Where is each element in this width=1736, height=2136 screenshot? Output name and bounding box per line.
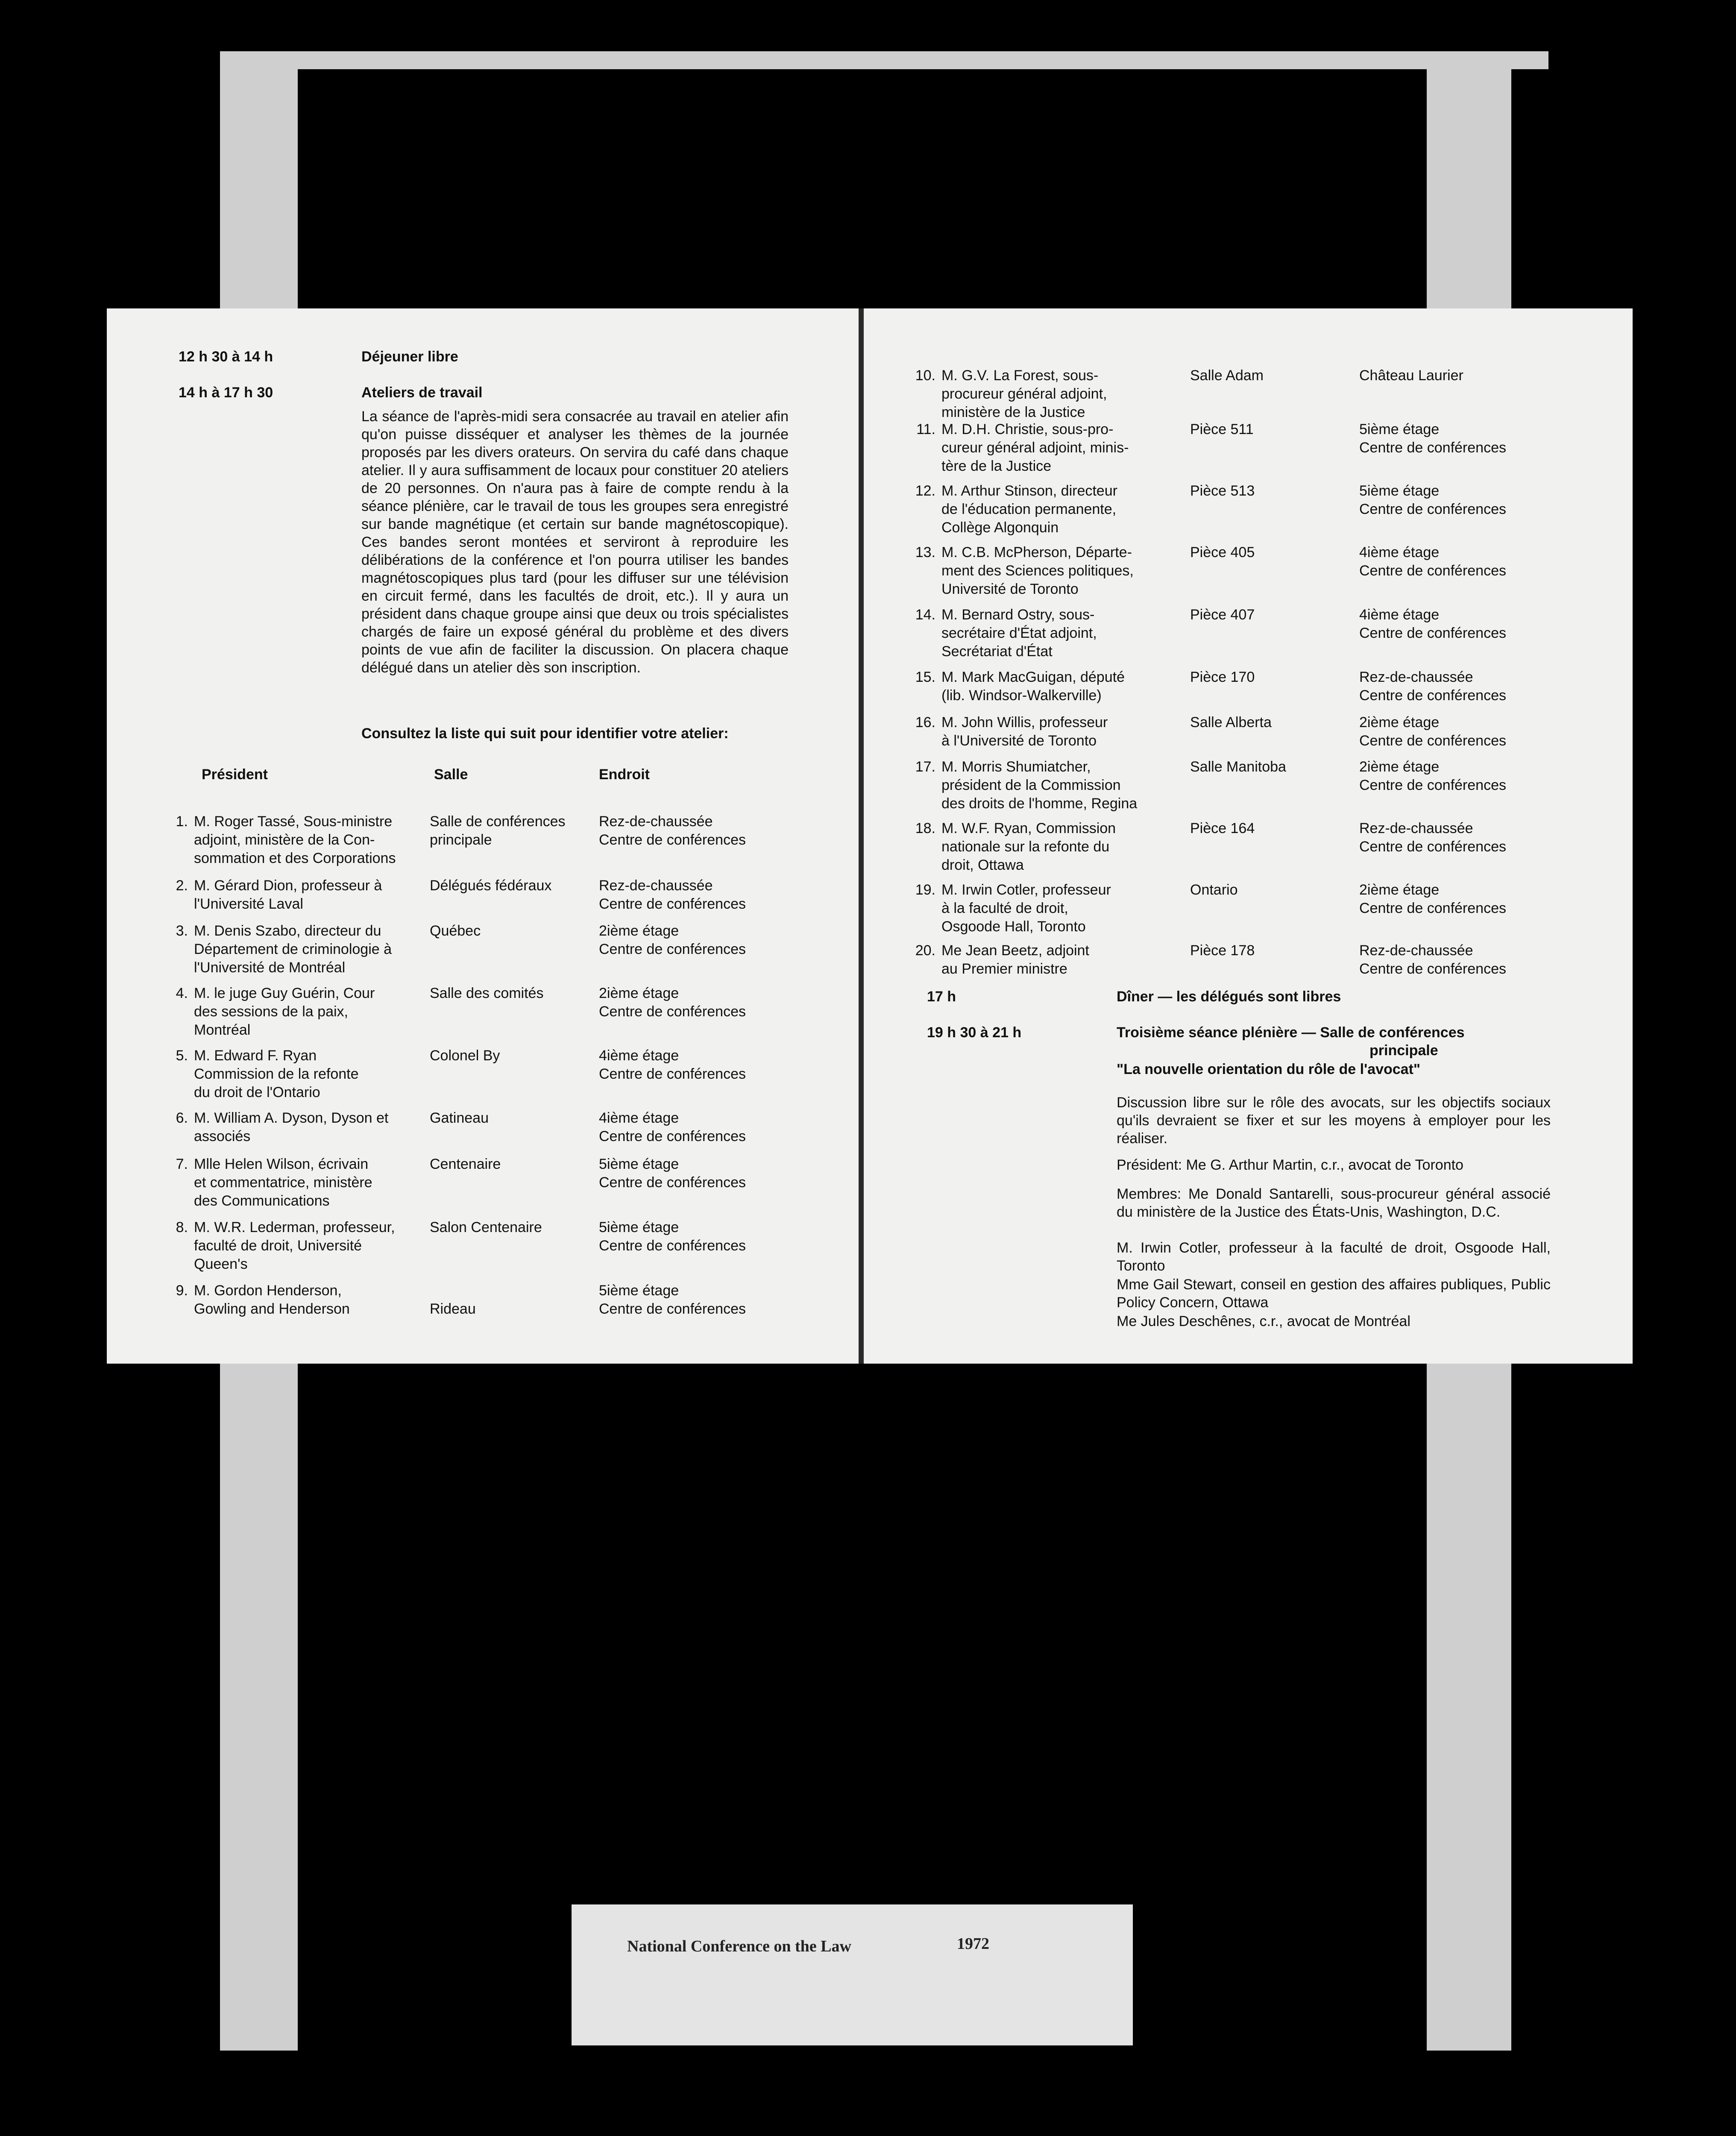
plenary-subtitle: "La nouvelle orientation du rôle de l'avocat" xyxy=(1117,1061,1421,1077)
plenary-members: Membres: Me Donald Santarelli, sous-procureur général associé du ministère de la Justice des États-Unis, Washington, D.C. xyxy=(1117,1186,1551,1220)
entry-salle: Colonel By xyxy=(430,1047,500,1064)
entry-number: 13. xyxy=(915,544,935,560)
entry-president: M. Gérard Dion, professeur à l'Université Laval xyxy=(194,877,382,912)
entry-endroit: Rez-de-chaussée Centre de conférences xyxy=(1359,942,1506,977)
diner-time: 17 h xyxy=(927,989,956,1005)
entry-salle: Salle Adam xyxy=(1190,367,1264,384)
entry-number: 14. xyxy=(915,607,935,623)
entry-endroit: 4ième étage Centre de conférences xyxy=(599,1047,746,1082)
entry-endroit: 2ième étage Centre de conférences xyxy=(1359,714,1506,749)
session-title: Déjeuner libre xyxy=(361,349,458,365)
entry-number: 9. xyxy=(176,1282,188,1299)
plenary-member: M. Irwin Cotler, professeur à la faculté de droit, Osgoode Hall, Toronto xyxy=(1117,1240,1551,1274)
entry-salle: Ontario xyxy=(1190,882,1238,898)
column-header-salle: Salle xyxy=(434,766,468,783)
entry-salle: Gatineau xyxy=(430,1110,489,1126)
entry-president: Mlle Helen Wilson, écrivain et commentatrice, ministère des Communications xyxy=(194,1156,372,1209)
entry-salle: Délégués fédéraux xyxy=(430,877,552,894)
entry-president: M. Bernard Ostry, sous- secrétaire d'État adjoint, Secrétariat d'État xyxy=(941,607,1097,660)
plenary-member: Me Jules Deschênes, c.r., avocat de Montréal xyxy=(1117,1313,1410,1329)
entry-number: 5. xyxy=(176,1047,188,1064)
entry-number: 17. xyxy=(915,759,935,775)
entry-salle: Pièce 513 xyxy=(1190,483,1255,499)
entry-number: 15. xyxy=(915,669,935,685)
entry-salle: Salle Alberta xyxy=(1190,714,1272,731)
entry-salle: Salle de conférences principale xyxy=(430,813,566,848)
entry-endroit: Rez-de-chaussée Centre de conférences xyxy=(599,813,746,848)
entry-president: M. Mark MacGuigan, député (lib. Windsor-Walkerville) xyxy=(941,669,1125,704)
entry-endroit: 2ième étage Centre de conférences xyxy=(1359,759,1506,793)
archive-label xyxy=(572,1904,1133,2045)
entry-endroit: Rez-de-chaussée Centre de conférences xyxy=(599,877,746,912)
entry-salle: Pièce 178 xyxy=(1190,942,1255,959)
entry-president: M. C.B. McPherson, Départe- ment des Sciences politiques, Université de Toronto xyxy=(941,544,1134,597)
entry-endroit: 4ième étage Centre de conférences xyxy=(1359,607,1506,641)
entry-endroit: 5ième étage Centre de conférences xyxy=(1359,421,1506,456)
entry-salle: Pièce 511 xyxy=(1190,421,1254,437)
entry-president: M. G.V. La Forest, sous- procureur général adjoint, ministère de la Justice xyxy=(941,367,1107,420)
consult-instruction: Consultez la liste qui suit pour identifier votre atelier: xyxy=(361,725,729,742)
entry-salle: Pièce 164 xyxy=(1190,820,1255,836)
entry-salle: Centenaire xyxy=(430,1156,501,1172)
entry-president: M. W.F. Ryan, Commission nationale sur la refonte du droit, Ottawa xyxy=(941,820,1116,873)
entry-salle: Salon Centenaire xyxy=(430,1219,542,1235)
entry-president: M. John Willis, professeur à l'Université de Toronto xyxy=(941,714,1108,749)
entry-president: M. W.R. Lederman, professeur, faculté de droit, Université Queen's xyxy=(194,1219,395,1272)
plenary-discussion: Discussion libre sur le rôle des avocats, sur les objectifs sociaux qu'ils devraient se fixer et sur les moyens à employer pour les réaliser. xyxy=(1117,1094,1551,1147)
entry-number: 7. xyxy=(176,1156,188,1172)
entry-number: 20. xyxy=(915,942,935,959)
entry-president: M. Roger Tassé, Sous-ministre adjoint, ministère de la Con- sommation et des Corporations xyxy=(194,813,396,866)
entry-salle: Québec xyxy=(430,923,481,939)
entry-number: 6. xyxy=(176,1110,188,1126)
left-page xyxy=(107,308,859,1364)
entry-president: M. D.H. Christie, sous-pro- cureur général adjoint, minis- tère de la Justice xyxy=(941,421,1129,474)
right-page xyxy=(864,308,1633,1364)
book-spine xyxy=(859,308,864,1364)
entry-endroit: 2ième étage Centre de conférences xyxy=(599,923,746,957)
entry-number: 8. xyxy=(176,1219,188,1235)
entry-salle: Salle Manitoba xyxy=(1190,759,1286,775)
archive-label-year: 1972 xyxy=(957,1935,989,1953)
column-header-endroit: Endroit xyxy=(599,766,650,783)
entry-endroit: Rez-de-chaussée Centre de conférences xyxy=(1359,820,1506,855)
entry-president: Me Jean Beetz, adjoint au Premier ministre xyxy=(941,942,1089,977)
entry-president: M. Denis Szabo, directeur du Département de criminologie à l'Université de Montréal xyxy=(194,923,392,976)
entry-number: 10. xyxy=(915,367,935,384)
entry-salle: Salle des comités xyxy=(430,985,544,1001)
frame-top-bar xyxy=(220,51,1548,69)
plenary-title-cont: principale xyxy=(1369,1042,1438,1059)
archive-label-title: National Conference on the Law xyxy=(627,1937,851,1955)
plenary-title: Troisième séance plénière — Salle de conférences xyxy=(1117,1024,1465,1041)
diner-text: Dîner — les délégués sont libres xyxy=(1117,989,1341,1005)
workshop-description: La séance de l'après-midi sera consacrée au travail en atelier afin qu'on puisse disséquer et analyser les thèmes de la journée proposés par les divers orateurs. On servira du café dans chaque atelier. Il y aura suffisamment de locaux pour constituer 20 ateliers de 20 personnes. On n'aura pas à faire de compte rendu à la séance plénière, car le travail de tous les groupes sera enregistré sur bande magnétique (et certain sur bande magnétoscopique). Ces bandes seront montées et serviront à reproduire les délibérations de la conférence et l'on pourra utiliser les bandes magnétoscopiques plus tard (pour les diffuser sur une télévision en circuit fermé, dans les facultés de droit, etc.). Il y aura un président dans chaque groupe ainsi que deux ou trois spécialistes chargés de faire un exposé général du problème et des divers points de vue afin de faciliter la discussion. On placera chaque délégué dans un atelier dès son inscription. xyxy=(361,408,789,676)
entry-number: 4. xyxy=(176,985,188,1001)
entry-endroit: 2ième étage Centre de conférences xyxy=(599,985,746,1020)
entry-president: M. Gordon Henderson, Gowling and Henderson xyxy=(194,1282,350,1317)
session-time: 12 h 30 à 14 h xyxy=(179,349,273,365)
session-time: 14 h à 17 h 30 xyxy=(179,384,273,401)
entry-salle: Pièce 405 xyxy=(1190,544,1255,560)
entry-endroit: 5ième étage Centre de conférences xyxy=(1359,483,1506,517)
entry-president: M. Irwin Cotler, professeur à la faculté de droit, Osgoode Hall, Toronto xyxy=(941,882,1111,935)
entry-president: M. Arthur Stinson, directeur de l'éducation permanente, Collège Algonquin xyxy=(941,483,1117,536)
column-header-president: Président xyxy=(202,766,268,783)
session-title: Ateliers de travail xyxy=(361,384,483,401)
entry-endroit: Rez-de-chaussée Centre de conférences xyxy=(1359,669,1506,704)
entry-salle: Pièce 170 xyxy=(1190,669,1255,685)
plenary-time: 19 h 30 à 21 h xyxy=(927,1024,1022,1041)
plenary-member: Mme Gail Stewart, conseil en gestion des affaires publiques, Public Policy Concern, Ottawa xyxy=(1117,1276,1551,1311)
entry-number: 18. xyxy=(915,820,935,836)
plenary-president: Président: Me G. Arthur Martin, c.r., avocat de Toronto xyxy=(1117,1157,1463,1173)
entry-salle: Rideau xyxy=(430,1301,476,1317)
entry-number: 2. xyxy=(176,877,188,894)
entry-endroit: 5ième étage Centre de conférences xyxy=(599,1219,746,1254)
entry-number: 11. xyxy=(916,421,935,437)
entry-endroit: Château Laurier xyxy=(1359,367,1463,384)
entry-president: M. Morris Shumiatcher, président de la Commission des droits de l'homme, Regina xyxy=(941,759,1138,812)
entry-president: M. Edward F. Ryan Commission de la refonte du droit de l'Ontario xyxy=(194,1047,359,1100)
entry-endroit: 4ième étage Centre de conférences xyxy=(599,1110,746,1144)
entry-endroit: 5ième étage Centre de conférences xyxy=(599,1282,746,1317)
entry-salle: Pièce 407 xyxy=(1190,607,1255,623)
entry-number: 16. xyxy=(915,714,935,731)
entry-endroit: 2ième étage Centre de conférences xyxy=(1359,882,1506,916)
entry-president: M. William A. Dyson, Dyson et associés xyxy=(194,1110,389,1144)
entry-number: 3. xyxy=(176,923,188,939)
entry-endroit: 4ième étage Centre de conférences xyxy=(1359,544,1506,579)
entry-president: M. le juge Guy Guérin, Cour des sessions de la paix, Montréal xyxy=(194,985,375,1038)
entry-number: 12. xyxy=(915,483,935,499)
entry-endroit: 5ième étage Centre de conférences xyxy=(599,1156,746,1191)
entry-number: 19. xyxy=(915,882,935,898)
entry-number: 1. xyxy=(176,813,188,830)
